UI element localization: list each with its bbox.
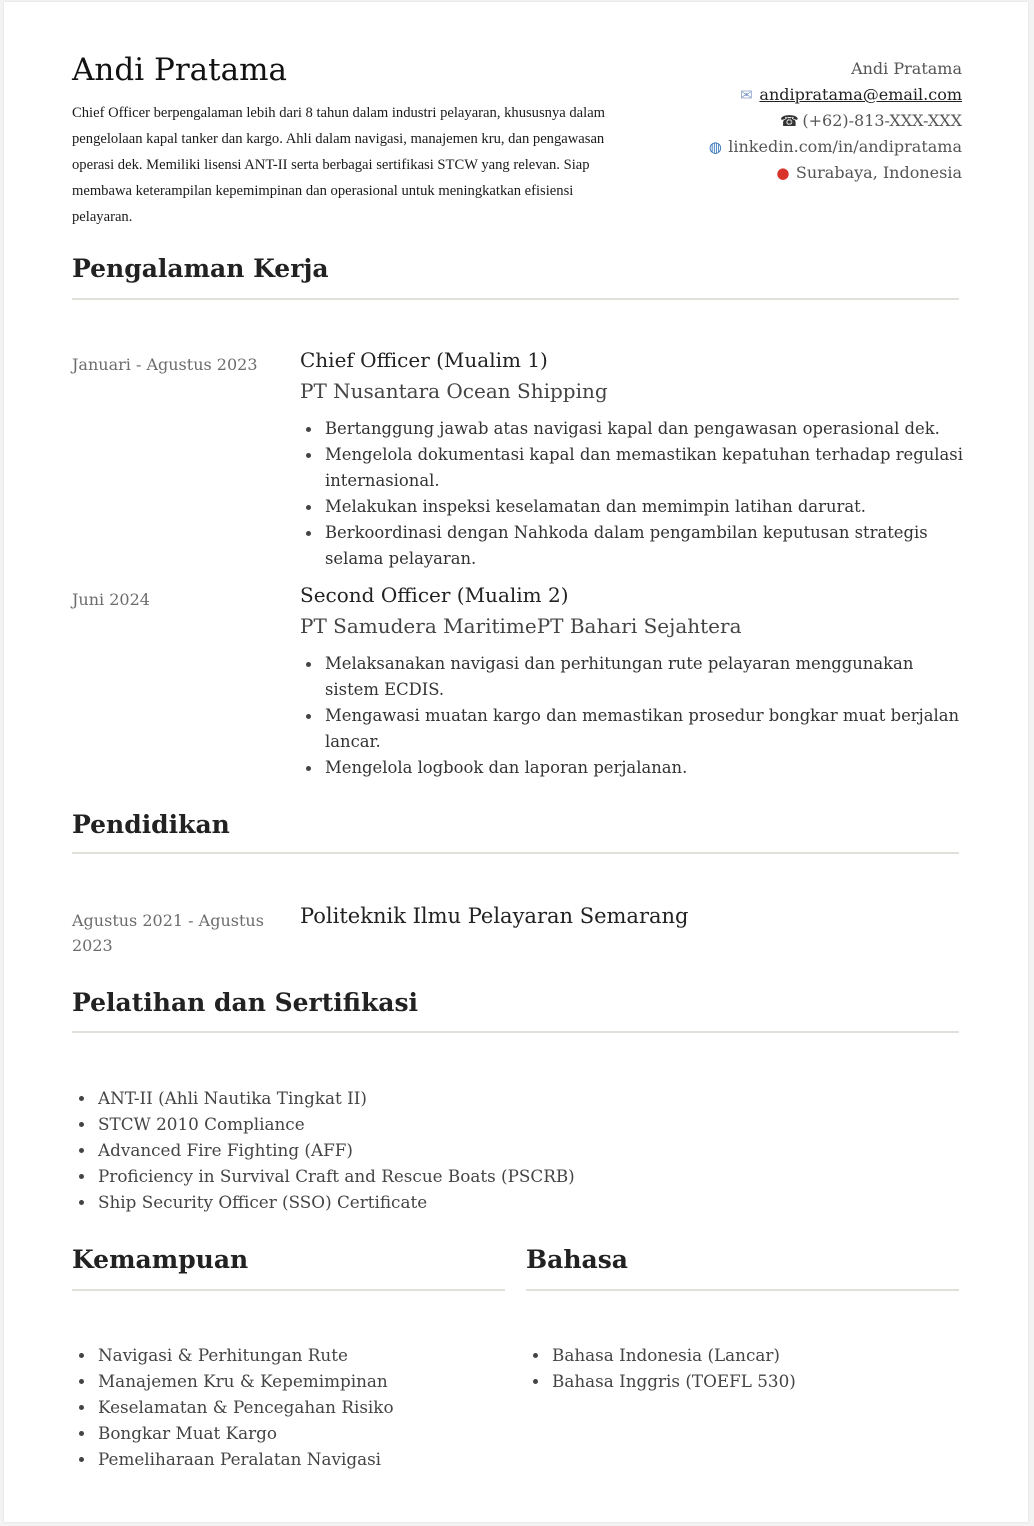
job-date: Juni 2024: [72, 590, 150, 609]
contact-name: Andi Pratama: [851, 59, 962, 78]
languages-divider: [526, 1289, 959, 1291]
contact-location-line: [705, 160, 962, 186]
job-title: Second Officer (Mualim 2): [300, 583, 569, 607]
experience-divider: [72, 298, 959, 300]
skills-heading: Kemampuan: [72, 1245, 249, 1274]
certification-item: STCW 2010 Compliance: [72, 1111, 672, 1137]
phone-number: (+62)-813-XXX-XXX: [802, 111, 962, 130]
globe-icon: ◍: [708, 138, 722, 156]
language-item: Bahasa Indonesia (Lancar): [526, 1342, 956, 1368]
languages-list: [526, 1342, 956, 1394]
contact-linkedin-line: [705, 134, 962, 160]
experience-heading: Pengalaman Kerja: [72, 254, 329, 283]
job-company: PT Samudera MaritimePT Bahari Sejahtera: [300, 614, 742, 638]
contact-phone-line: [705, 108, 962, 134]
resume-header: [72, 52, 962, 232]
skill-item: Keselamatan & Pencegahan Risiko: [72, 1394, 502, 1420]
contact-block: [705, 56, 962, 186]
location-pin-icon: ●: [776, 164, 790, 182]
envelope-icon: ✉: [740, 86, 753, 104]
language-item: Bahasa Inggris (TOEFL 530): [526, 1368, 956, 1394]
skill-item: Bongkar Muat Kargo: [72, 1420, 502, 1446]
job-date: Januari - Agustus 2023: [72, 355, 258, 374]
certifications-list: [72, 1085, 672, 1215]
certifications-heading: Pelatihan dan Sertifikasi: [72, 988, 419, 1017]
phone-icon: ☎: [780, 112, 799, 130]
candidate-name: Andi Pratama: [72, 52, 287, 88]
job-duties: [300, 416, 970, 572]
linkedin-link[interactable]: linkedin.com/in/andipratama: [728, 137, 962, 156]
resume-page: [4, 2, 1028, 1522]
job-duties: [300, 651, 970, 781]
duty-item: Melaksanakan navigasi dan perhitungan rute pelayaran menggunakan sistem ECDIS.: [300, 651, 970, 703]
duty-item: Bertanggung jawab atas navigasi kapal dan pengawasan operasional dek.: [300, 416, 970, 442]
duty-item: Melakukan inspeksi keselamatan dan memimpin latihan darurat.: [300, 494, 970, 520]
certification-item: ANT-II (Ahli Nautika Tingkat II): [72, 1085, 672, 1111]
duty-item: Berkoordinasi dengan Nahkoda dalam pengambilan keputusan strategis selama pelayaran.: [300, 520, 970, 572]
profile-summary: Chief Officer berpengalaman lebih dari 8 tahun dalam industri pelayaran, khususnya dalam pengelolaan kapal tanker dan kargo. Ahli dalam navigasi, manajemen kru, dan pengawasan operasi dek. Memiliki lisensi ANT-II serta berbagai sertifikasi STCW yang relevan. Siap membawa keterampilan kepemimpinan dan operasional untuk meningkatkan efisiensi pelayaran.: [72, 105, 606, 225]
certification-item: Ship Security Officer (SSO) Certificate: [72, 1189, 672, 1215]
job-company: PT Nusantara Ocean Shipping: [300, 379, 608, 403]
skills-list: [72, 1342, 502, 1472]
skill-item: Manajemen Kru & Kepemimpinan: [72, 1368, 502, 1394]
skills-divider: [72, 1289, 505, 1291]
location-text: Surabaya, Indonesia: [795, 163, 962, 182]
certification-item: Advanced Fire Fighting (AFF): [72, 1137, 672, 1163]
education-school: Politeknik Ilmu Pelayaran Semarang: [300, 904, 689, 928]
duty-item: Mengelola dokumentasi kapal dan memastikan kepatuhan terhadap regulasi internasional.: [300, 442, 970, 494]
education-date: Agustus 2021 - Agustus 2023: [72, 911, 264, 955]
duty-item: Mengelola logbook dan laporan perjalanan.: [300, 755, 970, 781]
duty-item: Mengawasi muatan kargo dan memastikan prosedur bongkar muat berjalan lancar.: [300, 703, 970, 755]
education-divider: [72, 852, 959, 854]
languages-heading: Bahasa: [526, 1245, 628, 1274]
certification-item: Proficiency in Survival Craft and Rescue Boats (PSCRB): [72, 1163, 672, 1189]
email-link[interactable]: andipratama@email.com: [759, 85, 962, 104]
education-heading: Pendidikan: [72, 810, 230, 839]
contact-email-line: [705, 82, 962, 108]
skill-item: Navigasi & Perhitungan Rute: [72, 1342, 502, 1368]
certifications-divider: [72, 1031, 959, 1033]
skill-item: Pemeliharaan Peralatan Navigasi: [72, 1446, 502, 1472]
job-title: Chief Officer (Mualim 1): [300, 348, 548, 372]
